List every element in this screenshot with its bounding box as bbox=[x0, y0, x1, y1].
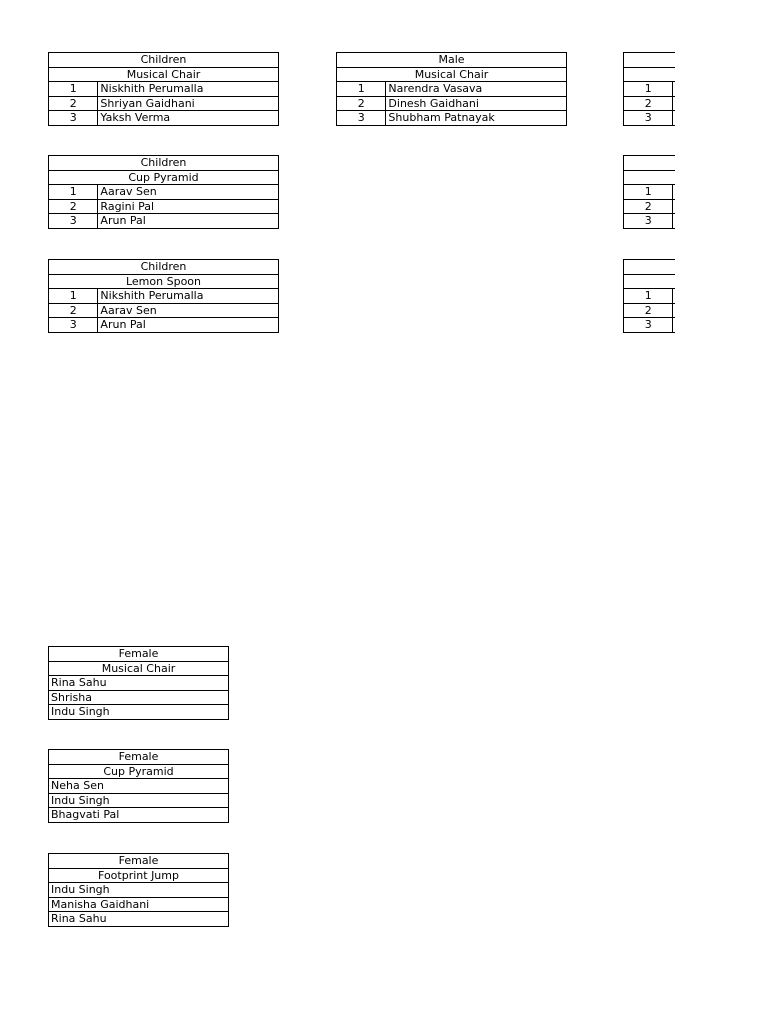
results-table-female-musical-chair bbox=[48, 646, 229, 720]
table-row bbox=[49, 897, 229, 912]
table-row bbox=[49, 185, 279, 200]
table-row bbox=[624, 318, 676, 333]
name-cell: Manisha Gaidhani bbox=[49, 897, 229, 912]
rank-cell: 3 bbox=[49, 318, 98, 333]
rank-cell: 1 bbox=[49, 82, 98, 97]
rank-cell: 3 bbox=[624, 111, 673, 126]
table-category: Female bbox=[49, 647, 229, 662]
table-row bbox=[49, 289, 279, 304]
table-category: Children bbox=[49, 53, 279, 68]
name-cell: Bhagvati Pal bbox=[49, 808, 229, 823]
table-category: Male bbox=[337, 53, 567, 68]
table-event: Footprint Jump bbox=[49, 868, 229, 883]
rank-cell: 3 bbox=[624, 318, 673, 333]
table-row bbox=[49, 318, 279, 333]
rank-cell: 3 bbox=[337, 111, 386, 126]
table-row bbox=[624, 82, 676, 97]
table-event: Lemon Spoon bbox=[49, 274, 279, 289]
rank-cell: 3 bbox=[49, 111, 98, 126]
name-cell: Rina Sahu bbox=[49, 912, 229, 927]
rank-cell: 2 bbox=[624, 303, 673, 318]
name-cell: Indu Singh bbox=[49, 883, 229, 898]
name-cell: Aarav Sen bbox=[98, 303, 279, 318]
table-event bbox=[624, 274, 676, 289]
name-cell: Shriyan Gaidhani bbox=[98, 96, 279, 111]
results-table-children-cup-pyramid bbox=[48, 155, 279, 229]
rank-cell: 1 bbox=[49, 289, 98, 304]
table-event: Cup Pyramid bbox=[49, 764, 229, 779]
table-row bbox=[49, 705, 229, 720]
table-row bbox=[49, 676, 229, 691]
results-table-male-musical-chair bbox=[336, 52, 567, 126]
table-event: Musical Chair bbox=[49, 661, 229, 676]
table-row bbox=[49, 96, 279, 111]
table-row bbox=[49, 214, 279, 229]
results-table-children-musical-chair bbox=[48, 52, 279, 126]
rank-cell: 2 bbox=[49, 199, 98, 214]
name-cell bbox=[673, 96, 675, 111]
clipped-table-top-right bbox=[623, 52, 675, 128]
name-cell bbox=[673, 318, 675, 333]
results-table-partial bbox=[623, 259, 675, 333]
rank-cell: 2 bbox=[49, 303, 98, 318]
table-event bbox=[624, 170, 676, 185]
rank-cell: 1 bbox=[624, 82, 673, 97]
table-row bbox=[49, 793, 229, 808]
rank-cell: 1 bbox=[337, 82, 386, 97]
rank-cell: 1 bbox=[624, 289, 673, 304]
clipped-table-middle-right bbox=[623, 155, 675, 231]
name-cell: Aarav Sen bbox=[98, 185, 279, 200]
table-row bbox=[49, 82, 279, 97]
results-table-partial bbox=[623, 155, 675, 229]
rank-cell: 3 bbox=[624, 214, 673, 229]
table-category: Female bbox=[49, 854, 229, 869]
table-row bbox=[49, 912, 229, 927]
table-row bbox=[624, 214, 676, 229]
rank-cell: 2 bbox=[49, 96, 98, 111]
table-row bbox=[624, 303, 676, 318]
name-cell: Yaksh Verma bbox=[98, 111, 279, 126]
table-row bbox=[624, 96, 676, 111]
rank-cell: 3 bbox=[49, 214, 98, 229]
table-row bbox=[337, 82, 567, 97]
table-event: Musical Chair bbox=[337, 67, 567, 82]
table-event: Musical Chair bbox=[49, 67, 279, 82]
table-row bbox=[49, 779, 229, 794]
table-row bbox=[624, 185, 676, 200]
name-cell: Rina Sahu bbox=[49, 676, 229, 691]
name-cell bbox=[673, 199, 675, 214]
name-cell: Niskhith Perumalla bbox=[98, 82, 279, 97]
name-cell bbox=[673, 214, 675, 229]
rank-cell: 2 bbox=[337, 96, 386, 111]
table-category bbox=[624, 156, 676, 171]
table-row bbox=[337, 111, 567, 126]
rank-cell: 2 bbox=[624, 199, 673, 214]
table-row bbox=[624, 199, 676, 214]
name-cell: Dinesh Gaidhani bbox=[386, 96, 567, 111]
rank-cell: 1 bbox=[624, 185, 673, 200]
table-row bbox=[49, 303, 279, 318]
rank-cell: 1 bbox=[49, 185, 98, 200]
name-cell bbox=[673, 185, 675, 200]
name-cell bbox=[673, 289, 675, 304]
table-row bbox=[624, 289, 676, 304]
table-category bbox=[624, 53, 676, 68]
name-cell: Indu Singh bbox=[49, 705, 229, 720]
name-cell bbox=[673, 303, 675, 318]
table-category bbox=[624, 260, 676, 275]
table-category: Children bbox=[49, 156, 279, 171]
name-cell: Shrisha bbox=[49, 690, 229, 705]
table-category: Female bbox=[49, 750, 229, 765]
name-cell: Shubham Patnayak bbox=[386, 111, 567, 126]
rank-cell: 2 bbox=[624, 96, 673, 111]
table-row bbox=[49, 690, 229, 705]
table-event bbox=[624, 67, 676, 82]
name-cell bbox=[673, 82, 675, 97]
table-category: Children bbox=[49, 260, 279, 275]
name-cell: Neha Sen bbox=[49, 779, 229, 794]
table-row bbox=[49, 883, 229, 898]
results-table-children-lemon-spoon bbox=[48, 259, 279, 333]
name-cell: Nikshith Perumalla bbox=[98, 289, 279, 304]
name-cell: Arun Pal bbox=[98, 318, 279, 333]
table-row bbox=[49, 199, 279, 214]
name-cell bbox=[673, 111, 675, 126]
name-cell: Narendra Vasava bbox=[386, 82, 567, 97]
table-row bbox=[49, 111, 279, 126]
name-cell: Ragini Pal bbox=[98, 199, 279, 214]
table-row bbox=[624, 111, 676, 126]
results-table-female-footprint-jump bbox=[48, 853, 229, 927]
table-row bbox=[49, 808, 229, 823]
name-cell: Arun Pal bbox=[98, 214, 279, 229]
results-table-partial bbox=[623, 52, 675, 126]
table-event: Cup Pyramid bbox=[49, 170, 279, 185]
clipped-table-bottom-right bbox=[623, 259, 675, 335]
name-cell: Indu Singh bbox=[49, 793, 229, 808]
table-row bbox=[337, 96, 567, 111]
results-table-female-cup-pyramid bbox=[48, 749, 229, 823]
